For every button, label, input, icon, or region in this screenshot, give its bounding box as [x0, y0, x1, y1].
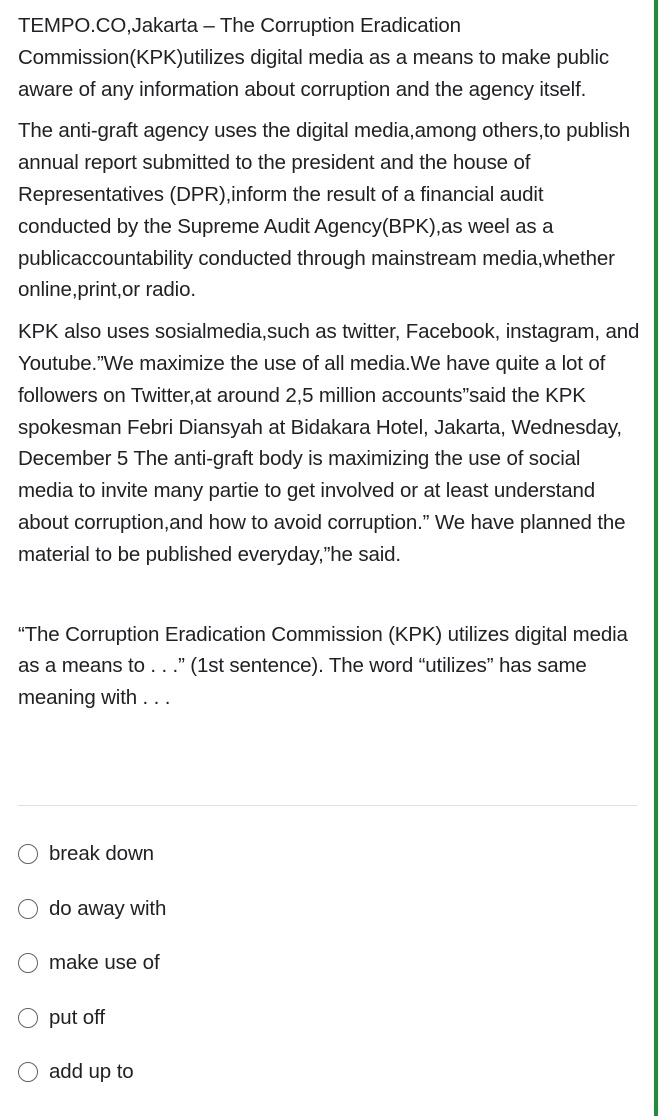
passage-container [18, 10, 640, 714]
radio-circle-icon[interactable] [18, 1062, 38, 1082]
passage-paragraph-2: The anti-graft agency uses the digital media,among others,to publish annual report submitted to the president and the house of Representatives (DPR),inform the result of a financial audit conducted by the Supreme Audit Agency(BPK),as weel as a publicaccountability conducted through mainstream media,whether online,print,or radio. [18, 119, 630, 302]
passage-paragraph-3: KPK also uses sosialmedia,such as twitter, Facebook, instagram, and Youtube.”We maximize the use of all media.We have quite a lot of followers on Twitter,at around 2,5 million accounts”said the KPK spokesman Febri Diansyah at Bidakara Hotel, Jakarta, Wednesday, December 5 The anti-graft body is maximizing the use of social media to invite many partie to get involved or at least understand about corruption,and how to avoid corruption.” We have planned the material to be published everyday,”he said. [18, 320, 640, 566]
option-label: make use of [49, 951, 160, 974]
passage-paragraph-1: TEMPO.CO,Jakarta – The Corruption Eradication Commission(KPK)utilizes digital media as a means to make public aware of any information about corruption and the agency itself. [18, 14, 609, 101]
radio-circle-icon[interactable] [18, 899, 38, 919]
option-label: break down [49, 842, 154, 865]
question-text: “The Corruption Eradication Commission (KPK) utilizes digital media as a means to . . .” (1st sentence). The word “utilizes” has same meaning with . . . [18, 622, 628, 710]
option-label: put off [49, 1005, 105, 1029]
radio-circle-icon[interactable] [18, 953, 38, 973]
divider [18, 805, 637, 806]
option-add-up-to[interactable] [18, 1054, 638, 1090]
option-break-down[interactable] [18, 836, 638, 872]
radio-circle-icon[interactable] [18, 844, 38, 864]
option-put-off[interactable] [18, 1000, 638, 1036]
option-do-away-with[interactable] [18, 891, 638, 927]
option-make-use-of[interactable] [18, 945, 638, 981]
option-label: add up to [49, 1060, 134, 1083]
answer-options [18, 836, 638, 1109]
radio-circle-icon[interactable] [18, 1008, 38, 1028]
option-label: do away with [49, 896, 167, 920]
